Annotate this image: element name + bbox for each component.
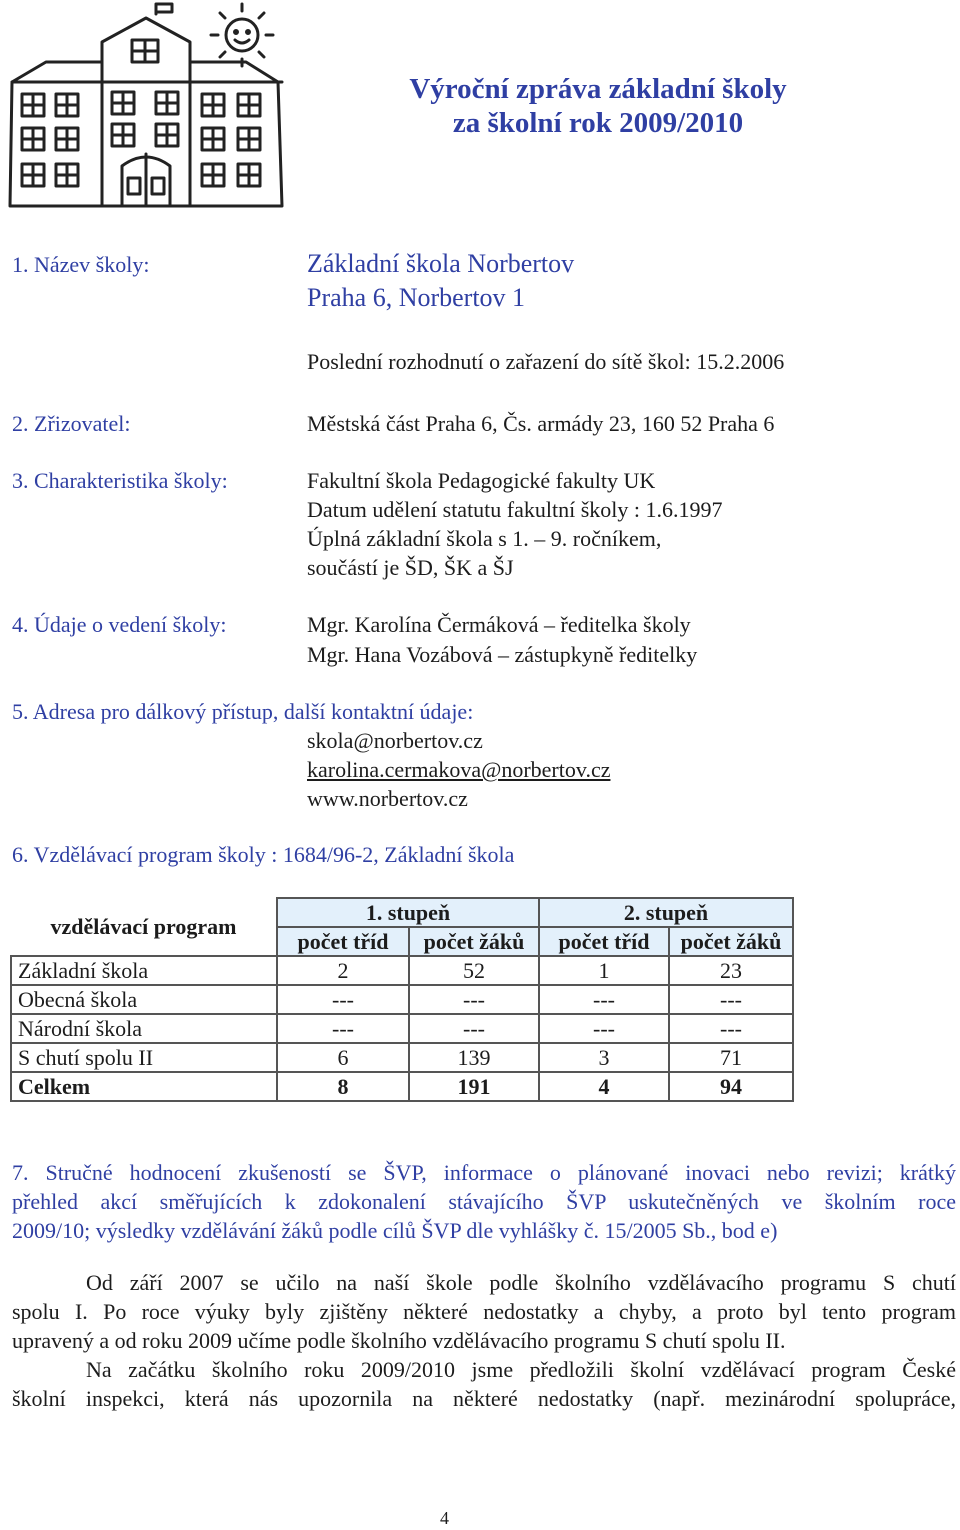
table-row	[11, 985, 793, 1014]
cell: ---	[409, 1014, 539, 1043]
cell: 94	[669, 1072, 793, 1101]
school-name-line1: Základní škola Norbertov	[307, 249, 575, 278]
classes-header: počet tříd	[539, 927, 669, 956]
section7-heading	[12, 1158, 956, 1245]
cell: ---	[277, 985, 409, 1014]
cell: ---	[539, 1014, 669, 1043]
paragraph	[12, 1268, 956, 1355]
cell: 1	[539, 956, 669, 985]
paragraph-line: školní inspekci, která nás upozornila na některé nedostatky (např. mezinárodní spolupráce,	[12, 1386, 956, 1411]
paragraph-line: Od září 2007 se učilo na naší škole podle školního vzdělávacího programu S chutí	[86, 1270, 956, 1295]
cell: 3	[539, 1043, 669, 1072]
row-label: S chutí spolu II	[11, 1043, 277, 1072]
characteristics-line: součástí je ŠD, ŠK a ŠJ	[307, 555, 514, 580]
stage2-header: 2. stupeň	[539, 898, 793, 927]
row-label: Obecná škola	[11, 985, 277, 1014]
paragraph	[12, 1355, 956, 1413]
characteristics-line: Datum udělení statutu fakultní školy : 1.6.1997	[307, 497, 723, 522]
characteristics-label: 3. Charakteristika školy:	[12, 468, 228, 493]
section7-heading-line: 7. Stručné hodnocení zkušeností se ŠVP, informace o plánované inovaci nebo revizi; krátký	[12, 1160, 956, 1185]
pupils-table	[10, 897, 794, 1102]
report-title	[358, 72, 838, 140]
cell: 4	[539, 1072, 669, 1101]
management-line: Mgr. Hana Vozábová – zástupkyně ředitelky	[307, 642, 698, 667]
table-row	[11, 956, 793, 985]
pupils-header: počet žáků	[669, 927, 793, 956]
management-label: 4. Údaje o vedení školy:	[12, 612, 227, 637]
management-line: Mgr. Karolína Čermáková – ředitelka školy	[307, 612, 691, 637]
education-program-label	[12, 840, 514, 869]
report-title-line2: za školní rok 2009/2010	[452, 107, 744, 139]
row-label: Základní škola	[11, 956, 277, 985]
cell: ---	[669, 1014, 793, 1043]
cell: 8	[277, 1072, 409, 1101]
network-decision: Poslední rozhodnutí o zařazení do sítě škol: 15.2.2006	[307, 349, 785, 374]
paragraph-line: upravený a od roku 2009 učíme podle školního vzdělávacího programu S chutí spolu II.	[12, 1328, 786, 1353]
cell: ---	[539, 985, 669, 1014]
website-link[interactable]: www.norbertov.cz	[307, 786, 468, 811]
table-corner	[11, 898, 277, 956]
section7-heading-line: přehled akcí směřujících k zdokonalení stávajícího ŠVP uskutečněných ve školním roce	[12, 1189, 956, 1214]
school-name-label: 1. Název školy:	[12, 252, 150, 277]
characteristics-line: Fakultní škola Pedagogické fakulty UK	[307, 468, 656, 493]
school-name-line2: Praha 6, Norbertov 1	[307, 283, 526, 312]
contact-label: 5. Adresa pro dálkový přístup, další kontaktní údaje:	[12, 699, 474, 724]
cell: 6	[277, 1043, 409, 1072]
cell: ---	[409, 985, 539, 1014]
cell: 23	[669, 956, 793, 985]
paragraph-line: spolu I. Po roce výuky byly zjištěny některé nedostatky a chyby, a proto byl tento program	[12, 1299, 956, 1324]
col-program-header: vzdělávací program	[50, 913, 237, 939]
paragraph-line: Na začátku školního roku 2009/2010 jsme předložili školní vzdělávací program České	[86, 1357, 956, 1382]
cell: ---	[669, 985, 793, 1014]
characteristics-line: Úplná základní škola s 1. – 9. ročníkem,	[307, 526, 662, 551]
school-building-drawing-icon	[6, 2, 296, 212]
row-label: Národní škola	[11, 1014, 277, 1043]
classes-header: počet tříd	[277, 927, 409, 956]
cell: ---	[277, 1014, 409, 1043]
cell: 71	[669, 1043, 793, 1072]
cell: 52	[409, 956, 539, 985]
row-label: Celkem	[11, 1072, 277, 1101]
education-program-text: 6. Vzdělávací program školy : 1684/96-2, Základní škola	[12, 842, 515, 867]
school-email-link[interactable]: skola@norbertov.cz	[307, 728, 483, 753]
cell: 191	[409, 1072, 539, 1101]
founder-label: 2. Zřizovatel:	[12, 411, 131, 436]
stage1-header: 1. stupeň	[277, 898, 539, 927]
table-row	[11, 1043, 793, 1072]
director-email-link[interactable]: karolina.cermakova@norbertov.cz	[307, 757, 611, 782]
cell: 2	[277, 956, 409, 985]
table-total-row	[11, 1072, 793, 1101]
page-number: 4	[440, 1508, 449, 1528]
cell: 139	[409, 1043, 539, 1072]
pupils-header: počet žáků	[409, 927, 539, 956]
table-row	[11, 1014, 793, 1043]
section7-heading-line: 2009/10; výsledky vzdělávání žáků podle cílů ŠVP dle vyhlášky č. 15/2005 Sb., bod e)	[12, 1218, 778, 1243]
report-title-line1: Výroční zpráva základní školy	[409, 73, 787, 105]
founder-value: Městská část Praha 6, Čs. armády 23, 160 52 Praha 6	[307, 411, 775, 436]
